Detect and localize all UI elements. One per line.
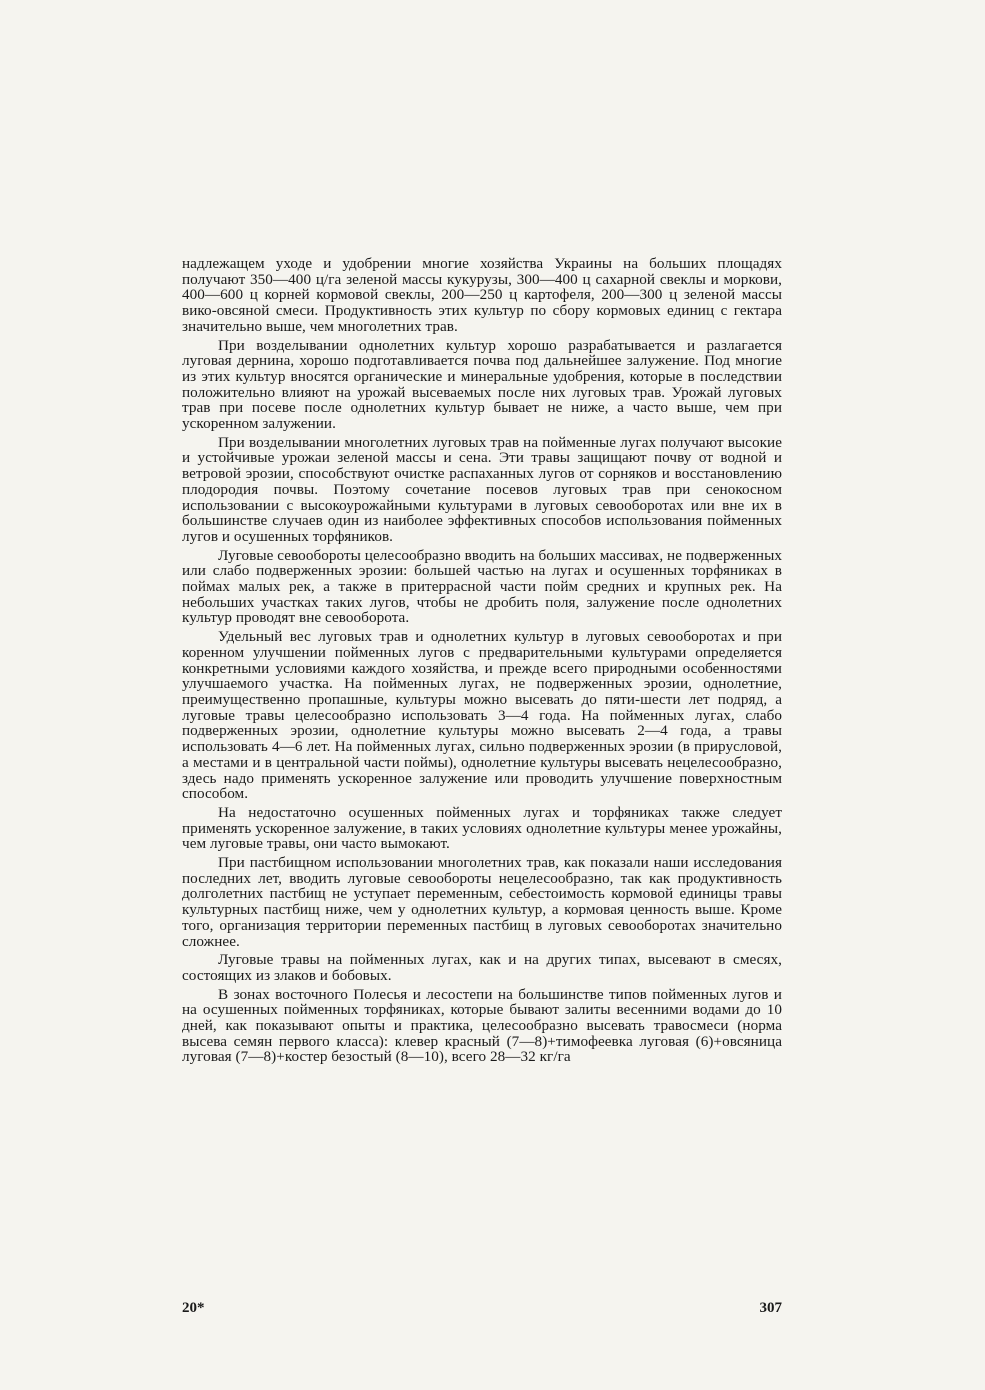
paragraph-continuation: надлежащем уходе и удобрении многие хозяйства Украины на больших площадях получают 350—400 ц/га зеленой массы кукурузы, 300—400 ц сахарной свеклы и моркови, 400—600 ц корней кормовой свеклы, 200—250 ц картофеля, 200—300 ц зеленой массы вико-овсяной смеси. Продуктивность этих культур по сбору кормовых единиц с гектара значительно выше, чем многолетних трав. <box>182 255 782 335</box>
paragraph: Удельный вес луговых трав и однолетних культур в луговых севооборотах и при коренном улучшении пойменных лугов с предварительными культурами определяется конкретными условиями каждого хозяйства, и прежде всего природными особенностями улучшаемого участка. На пойменных лугах, не подверженных эрозии, однолетние, преимущественно пропашные, культуры можно высевать до пяти-шести лет подряд, а луговые травы целесообразно использовать 3—4 года. На пойменных лугах, слабо подверженных эрозии, однолетние культуры можно высевать 2—4 года, а травы использовать 4—6 лет. На пойменных лугах, сильно подверженных эрозии (в прирусловой, а местами и в центральной части поймы), однолетние культуры высевать нецелесообразно, здесь надо применять ускоренное залужение или проводить улучшение поверхностным способом. <box>182 628 782 803</box>
paragraph: При возделывании многолетних луговых трав на пойменные лугах получают высокие и устойчивые урожаи зеленой массы и сена. Эти травы защищают почву от водной и ветровой эрозии, способствуют очистке распаханных лугов от сорняков и восстановлению плодородия почвы. Поэтому сочетание посевов луговых трав при сенокосном использовании с высокоурожайными культурами в луговых севооборотах или вне их в большинстве случаев один из наиболее эффективных способов использования пойменных лугов и осушенных торфяников. <box>182 433 782 545</box>
page-footer <box>182 1300 782 1322</box>
paragraph: На недостаточно осушенных пойменных лугах и торфяниках также следует применять ускоренное залужение, в таких условиях однолетние культуры менее урожайны, чем луговые травы, они часто вымокают. <box>182 803 782 853</box>
page-content <box>182 256 782 1336</box>
paragraph: Луговые травы на пойменных лугах, как и на других типах, высевают в смесях, состоящих из злаков и бобовых. <box>182 951 782 984</box>
page-number: 307 <box>759 1300 782 1316</box>
paragraph: При пастбищном использовании многолетних трав, как показали наши исследования последних лет, вводить луговые севообороты нецелесообразно, так как продуктивность долголетних пастбищ не уступает переменным, себестоимость кормовой единицы травы культурных пастбищ ниже, чем у однолетних культур, а кормовая ценность выше. Кроме того, организация территории переменных пастбищ в луговых севооборотах значительно сложнее. <box>182 854 782 950</box>
paragraph: Луговые севообороты целесообразно вводить на больших массивах, не подверженных или слабо подверженных эрозии: большей частью на лугах и осушенных торфяниках в поймах малых рек, а также в притеррасной части пойм средних и крупных рек. На небольших участках таких лугов, чтобы не дробить поля, залужение после однолетних культур проводят вне севооборота. <box>182 546 782 627</box>
paragraph: При возделывании однолетних культур хорошо разрабатывается и разлагается луговая дернина, хорошо подготавливается почва под дальнейшее залужение. Под многие из этих культур вносятся органические и минеральные удобрения, которые в последствии положительно влияют на урожай высеваемых после них луговых трав. Урожай луговых трав при посеве после однолетних культур бывает не ниже, а часто выше, чем при ускоренном залужении. <box>182 336 782 433</box>
paragraph: В зонах восточного Полесья и лесостепи на большинстве типов пойменных лугов и на осушенных пойменных торфяниках, которые бывают залиты весенними водами до 10 дней, как показывают опыты и практика, целесообразно высевать травосмеси (норма высева семян первого класса): клевер красный (7—8)+тимофеевка луговая (6)+овсяница луговая (7—8)+костер безостый (8—10), всего 28—32 кг/га <box>182 985 782 1066</box>
body-text <box>182 256 782 1065</box>
signature-mark: 20* <box>182 1300 205 1316</box>
